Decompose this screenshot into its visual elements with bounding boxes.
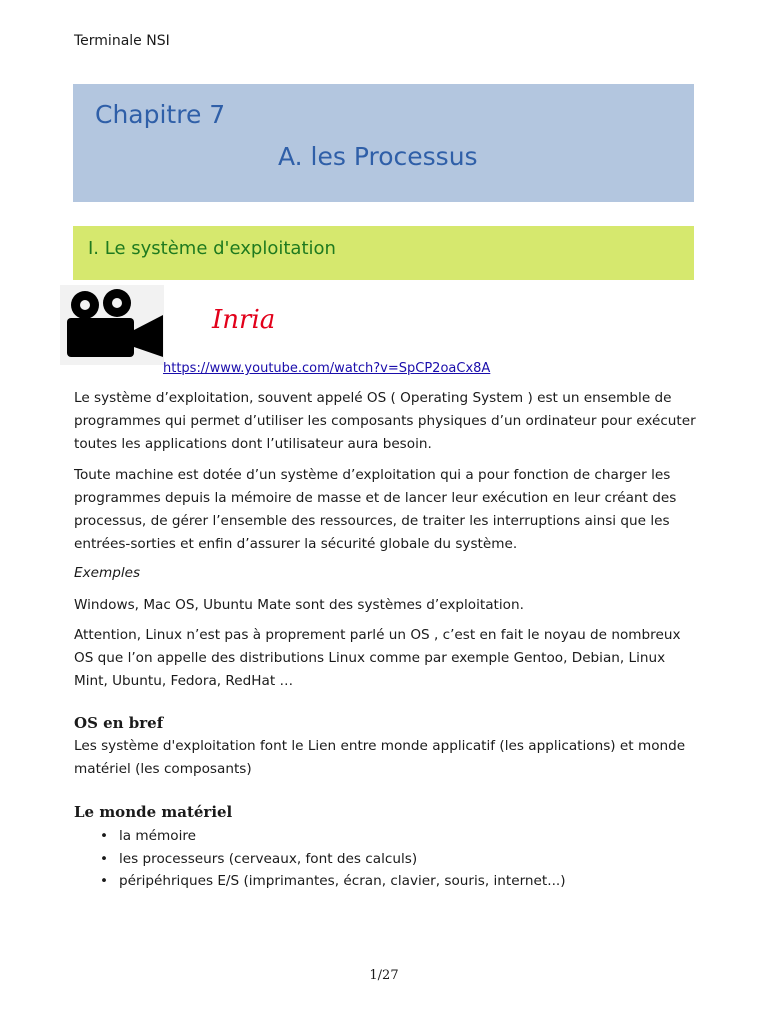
section-box — [73, 226, 694, 280]
os-en-bref-heading: OS en bref — [74, 714, 164, 732]
header-label: Terminale NSI — [74, 33, 170, 49]
section-title: I. Le système d'exploitation — [88, 238, 336, 259]
list-item: • péripéhriques E/S (imprimantes, écran, clavier, souris, internet...) — [100, 870, 566, 893]
page-number: 1/27 — [369, 968, 399, 983]
paragraph-role: Toute machine est dotée d’un système d’exploitation qui a pour fonction de charger les programmes depuis la mémoire de masse et de lancer leur exécution en leur créant des processus, de gérer l’ensemble des ressources, de traiter les interruptions ainsi que les entrées-sorties et enfin d’assurer la sécurité globale du système. — [74, 467, 677, 552]
list-item: • les processeurs (cerveaux, font des calculs) — [100, 848, 566, 871]
exemples-label: Exemples — [74, 565, 141, 581]
inria-logo — [210, 302, 310, 336]
video-camera-svg — [60, 285, 164, 365]
paragraph-linux: Attention, Linux n’est pas à proprement parlé un OS , c’est en fait le noyau de nombreux OS que l’on appelle des distributions Linux comme par exemple Gentoo, Debian, Linux Mint, Ubuntu, Fedora, RedHat … — [74, 627, 681, 689]
video-camera-icon[interactable] — [60, 285, 164, 365]
youtube-link[interactable]: https://www.youtube.com/watch?v=SpCP2oaCx8A — [163, 361, 491, 376]
list-item: • la mémoire — [100, 825, 566, 848]
os-en-bref-text: Les système d'exploitation font le Lien entre monde applicatif (les applications) et monde matériel (les composants) — [74, 738, 686, 777]
monde-materiel-list — [100, 825, 566, 893]
inria-logo-svg — [210, 302, 310, 336]
inria-logo-text: Inria — [212, 305, 276, 335]
title-box — [73, 84, 694, 202]
monde-materiel-heading: Le monde matériel — [74, 803, 233, 821]
paragraph-definition: Le système d’exploitation, souvent appelé OS ( Operating System ) est un ensemble de programmes qui permet d’utiliser les composants physiques d’un ordinateur pour exécuter toutes les applications dont l’utilisateur aura besoin. — [74, 390, 696, 452]
chapter-title: Chapitre 7 — [95, 100, 226, 129]
chapter-subtitle: A. les Processus — [278, 142, 478, 171]
paragraph-examples: Windows, Mac OS, Ubuntu Mate sont des systèmes d’exploitation. — [74, 597, 524, 613]
